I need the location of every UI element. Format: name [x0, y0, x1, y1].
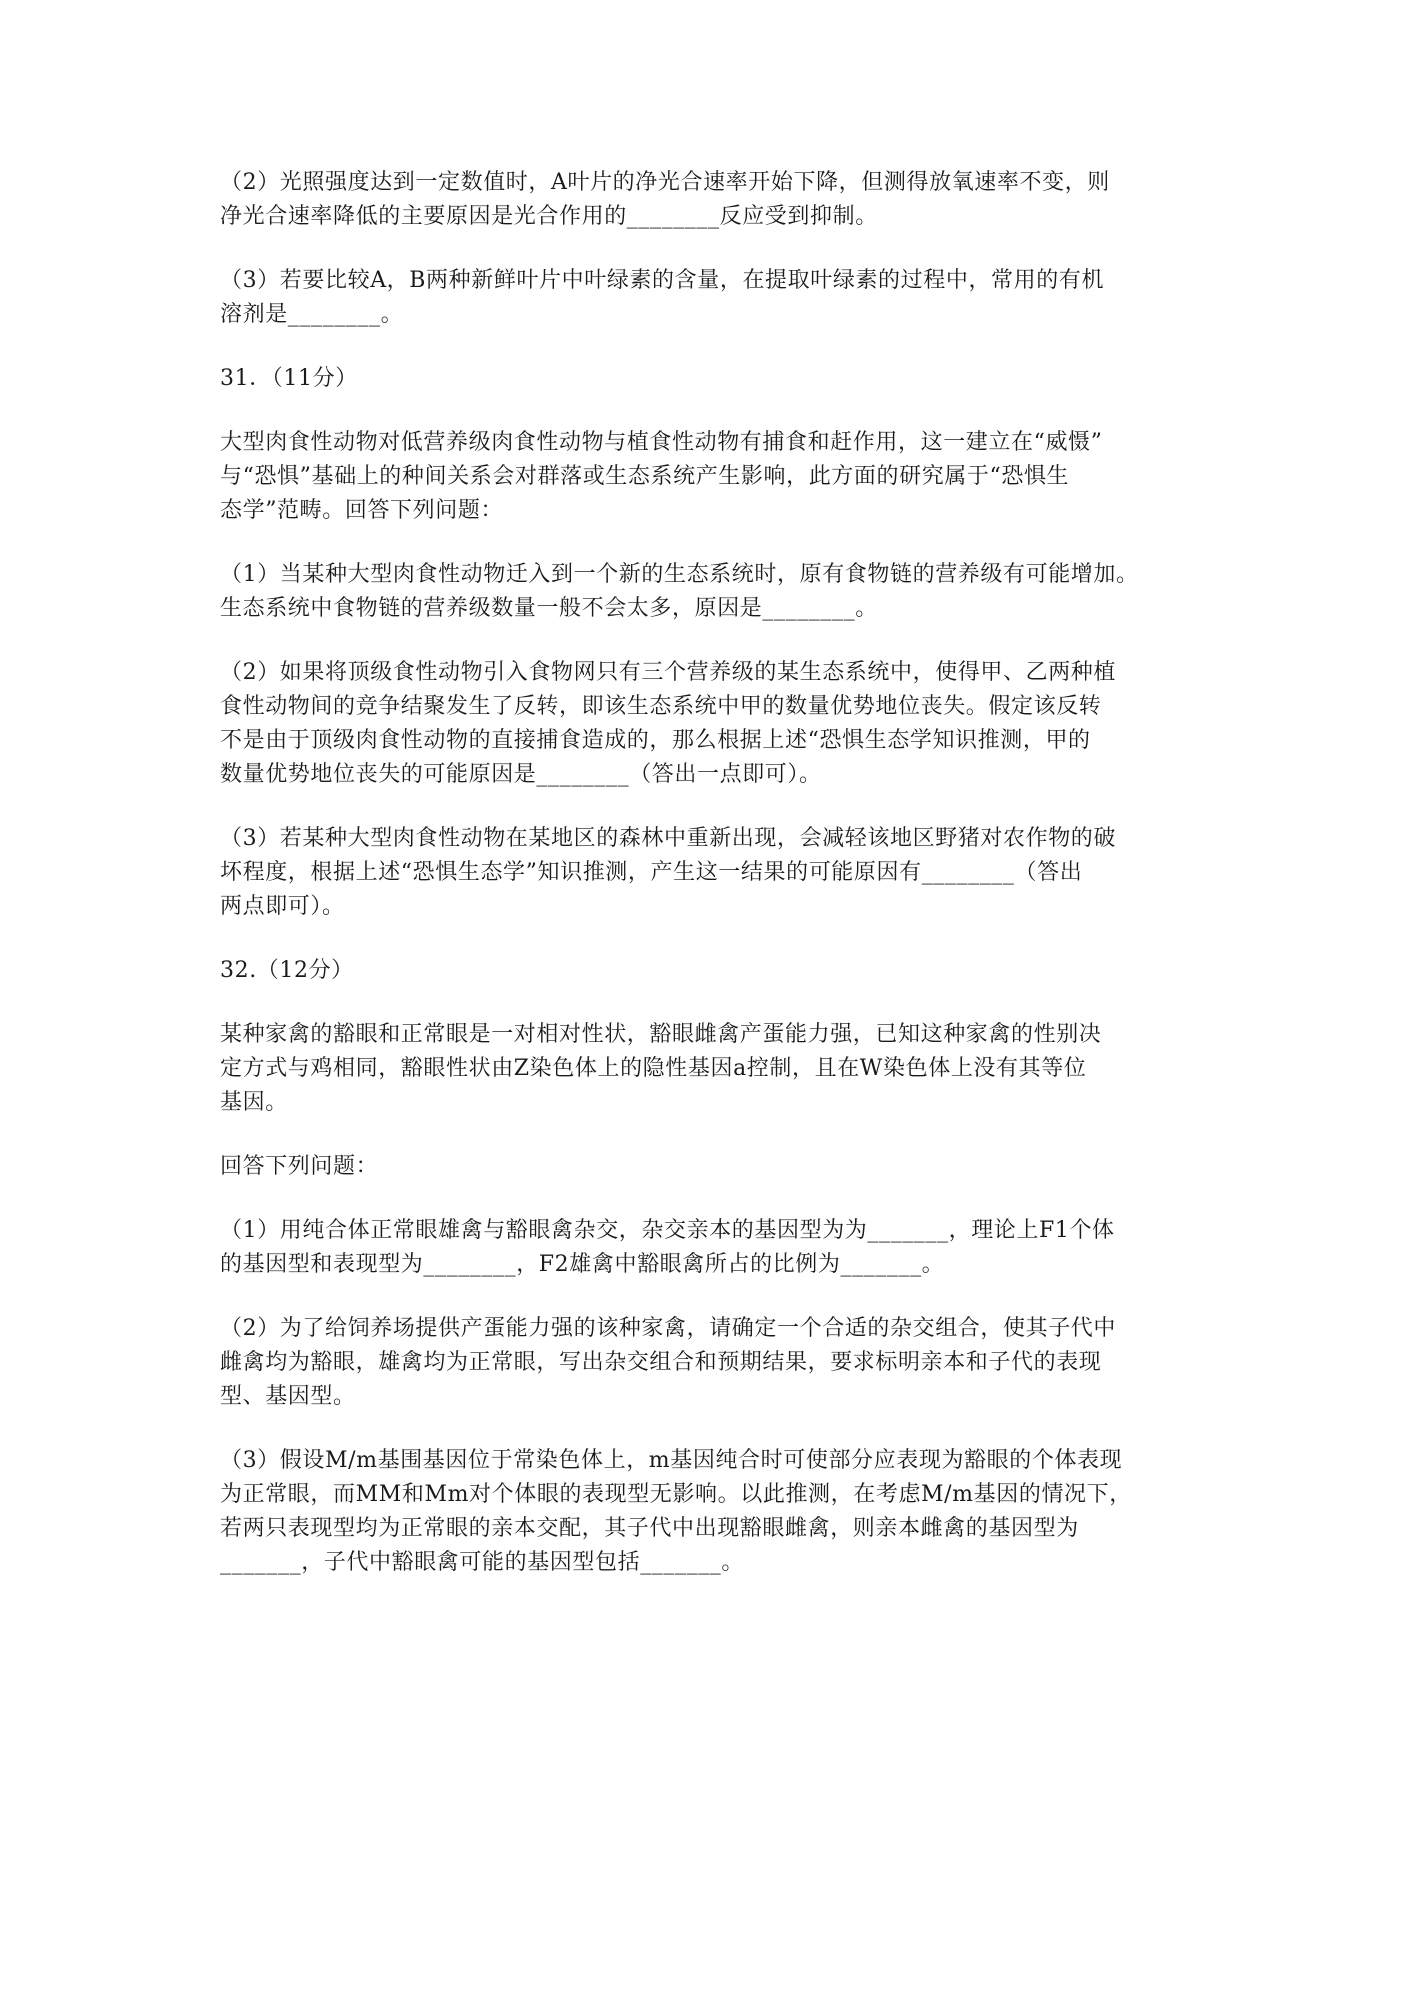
question-32-heading: 32.（12分）: [220, 958, 354, 983]
question-31-intro: 大型肉食性动物对低营养级肉食性动物与植食性动物有捕食和赶作用，这一建立在“威慑” 与“恐惧”基础上的种间关系会对群落或生态系统产生影响，此方面的研究属于“恐惧生 态学”范畴。回答下列问题：: [220, 430, 1103, 523]
question-32-part-1: （1）用纯合体正常眼雄禽与豁眼禽杂交，杂交亲本的基因型为为_______，理论上F1个体 的基因型和表现型为________，F2雄禽中豁眼禽所占的比例为_______。: [220, 1218, 1115, 1277]
question-30-part-3: （3）若要比较A，B两种新鲜叶片中叶绿素的含量，在提取叶绿素的过程中，常用的有机 溶剂是________。: [220, 268, 1105, 327]
question-32-prompt: 回答下列问题：: [220, 1154, 379, 1179]
question-32-intro: 某种家禽的豁眼和正常眼是一对相对性状，豁眼雌禽产蛋能力强，已知这种家禽的性别决 定方式与鸡相同，豁眼性状由Z染色体上的隐性基因a控制，且在W染色体上没有其等位 基因。: [220, 1022, 1102, 1115]
page-content: [220, 166, 1210, 1610]
question-30-part-2: （2）光照强度达到一定数值时，A叶片的净光合速率开始下降，但测得放氧速率不变，则 净光合速率降低的主要原因是光合作用的________反应受到抑制。: [220, 170, 1110, 229]
question-32-part-3: （3）假设M/m基围基因位于常染色体上，m基因纯合时可使部分应表现为豁眼的个体表现 为正常眼，而MM和Mm对个体眼的表现型无影响。以此推测，在考虑M/m基因的情况下， 若两只表现型均为正常眼的亲本交配，其子代中出现豁眼雌禽，则亲本雌禽的基因型为 _______，子代中豁眼禽可能的基因型包括_______。: [220, 1448, 1132, 1575]
question-31-part-3: （3）若某种大型肉食性动物在某地区的森林中重新出现，会减轻该地区野猪对农作物的破 坏程度，根据上述“恐惧生态学”知识推测，产生这一结果的可能原因有________（答出 两点即可）。: [220, 826, 1116, 919]
question-31-part-2: （2）如果将顶级食性动物引入食物网只有三个营养级的某生态系统中，使得甲、乙两种植 食性动物间的竞争结聚发生了反转，即该生态系统中甲的数量优势地位丧失。假定该反转 不是由于顶级肉食性动物的直接捕食造成的，那么根据上述“恐惧生态学知识推测，甲的 数量优势地位丧失的可能原因是________（答出一点即可）。: [220, 660, 1116, 787]
question-31-part-1: （1）当某种大型肉食性动物迁入到一个新的生态系统时，原有食物链的营养级有可能增加。 生态系统中食物链的营养级数量一般不会太多，原因是________。: [220, 562, 1139, 621]
question-32-part-2: （2）为了给饲养场提供产蛋能力强的该种家禽，请确定一个合适的杂交组合，使其子代中 雌禽均为豁眼，雄禽均为正常眼，写出杂交组合和预期结果，要求标明亲本和子代的表现 型、基因型。: [220, 1316, 1116, 1409]
question-31-heading: 31．（11分）: [220, 366, 358, 391]
